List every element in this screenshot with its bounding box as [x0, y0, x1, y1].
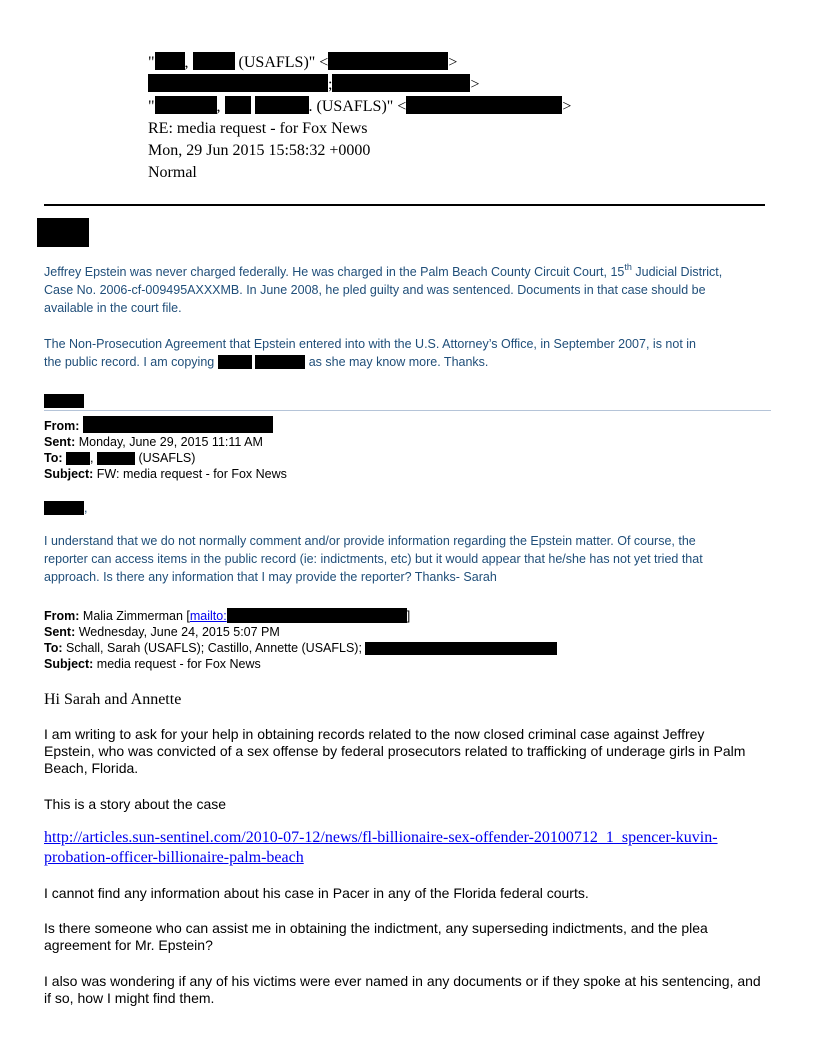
subject-value: RE: media request - for Fox News	[148, 120, 368, 137]
greeting: Hi Sarah and Annette	[44, 691, 182, 708]
redaction	[365, 642, 557, 655]
redaction	[255, 355, 305, 369]
original-paragraph-2: This is a story about the case	[44, 796, 227, 812]
forward-salutation: ,	[44, 499, 87, 517]
redaction	[218, 355, 252, 369]
importance-value: Normal	[148, 164, 197, 181]
original-paragraph-4: Is there someone who can assist me in obtaining the indictment, any superseding indictments, and the plea agreement for Mr. Epstein?	[44, 920, 708, 953]
forward-body: I understand that we do not normally comment and/or provide information regarding the Epstein matter. Of course, the reporter can access items in the public record (ie: indictments, etc) but it would appear that he/she has not yet tried that approach. Is there any information that I may provide the reporter? Thanks- Sarah	[44, 534, 703, 584]
original-paragraph-1: I am writing to ask for your help in obtaining records related to the now closed criminal case against Jeffrey Epstein, who was convicted of a sex offense by federal prosecutors related to trafficking of underage girls in Palm Beach, Florida.	[44, 726, 746, 776]
redaction	[155, 96, 217, 114]
original-paragraph-3: I cannot find any information about his case in Pacer in any of the Florida federal courts.	[44, 885, 589, 901]
to-value: ; >	[148, 74, 479, 96]
signature-redaction	[44, 394, 84, 408]
redaction	[66, 452, 90, 465]
from-value: " , (USAFLS)" < >	[148, 54, 458, 71]
story-link[interactable]	[44, 828, 784, 868]
redaction	[97, 452, 135, 465]
original-header: From: Malia Zimmerman [mailto: ] Sent: Wednesday, June 24, 2015 5:07 PM To: Schall, Sarah (USAFLS); Castillo, Annette (USAFLS); Subject: media request - for Fox News	[44, 608, 557, 672]
header-divider	[44, 204, 765, 206]
reply-paragraph-1: Jeffrey Epstein was never charged federally. He was charged in the Palm Beach County Circuit Court, 15th Judicial District,	[44, 262, 723, 279]
message-divider	[44, 410, 771, 411]
redaction	[148, 74, 328, 92]
redaction	[406, 96, 562, 114]
redaction	[83, 416, 273, 433]
forward-header: From: Sent: Monday, June 29, 2015 11:11 AM To: , (USAFLS) Subject: FW: media request - for Fox News	[44, 416, 287, 482]
date-value: Mon, 29 Jun 2015 15:58:32 +0000	[148, 142, 371, 159]
redaction	[227, 608, 407, 623]
redaction	[44, 501, 84, 515]
story-link-line-1[interactable]: http://articles.sun-sentinel.com/2010-07-12/news/fl-billionaire-sex-offender-20100712_1_spencer-kuvin-	[44, 829, 718, 846]
cc-value: " , . (USAFLS)" < >	[148, 98, 572, 115]
salutation-redaction	[37, 218, 89, 247]
redaction	[155, 52, 185, 70]
reply-body: Jeffrey Epstein was never charged federally. He was charged in the Palm Beach County Circuit Court, 15th Judicial District, Case No. 2006-cf-009495AXXXMB. In June 2008, he pled guilty and was sentenced. Documents in that case should be available in the court file. The Non-Prosecution Agreement that Epstein entered into with the U.S. Attorney’s Office, in September 2007, is not in the public record. I am copying as she may know more. Thanks.	[44, 263, 784, 371]
reply-paragraph-2: The Non-Prosecution Agreement that Epstein entered into with the U.S. Attorney’s Office, in September 2007, is not in	[44, 337, 696, 351]
redaction	[332, 74, 470, 92]
story-link-line-2[interactable]: probation-officer-billionaire-palm-beach	[44, 849, 304, 866]
redaction	[328, 52, 448, 70]
redaction	[255, 96, 309, 114]
mailto-link[interactable]: mailto:	[189, 609, 227, 623]
redaction	[225, 96, 251, 114]
redaction	[193, 52, 235, 70]
original-paragraph-5: I also was wondering if any of his victims were ever named in any documents or if they spoke at his sentencing, and if so, how I might find them.	[44, 973, 761, 1006]
